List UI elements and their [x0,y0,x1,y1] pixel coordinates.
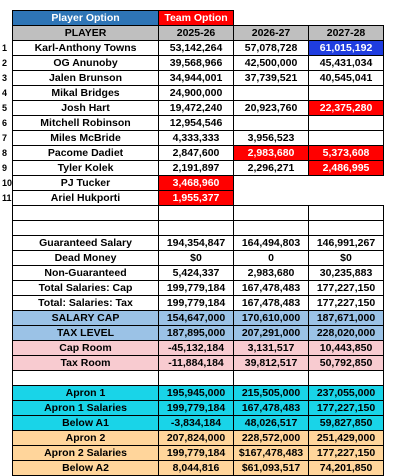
player-name[interactable]: Tyler Kolek [13,161,159,176]
summary-cell[interactable]: 154,647,000 [159,311,234,326]
summary-cell[interactable]: 170,610,000 [234,311,309,326]
year2-header[interactable]: 2026-27 [234,26,309,41]
summary-cell[interactable]: 199,779,184 [159,281,234,296]
row-index: 7 [2,132,8,143]
player-name[interactable]: Mikal Bridges [13,86,159,101]
apron-cell[interactable]: 251,429,000 [309,431,384,446]
apron-row [1,431,384,446]
summary-cell[interactable]: 50,792,850 [309,356,384,371]
summary-cell[interactable]: 167,478,483 [234,296,309,311]
apron-cell[interactable]: 195,945,000 [159,386,234,401]
salary-cell[interactable]: 19,472,240 [159,101,234,116]
summary-cell[interactable]: 39,812,517 [234,356,309,371]
apron-label[interactable]: Apron 2 Salaries [13,446,159,461]
summary-cell[interactable]: 167,478,483 [234,281,309,296]
apron-label[interactable]: Apron 1 Salaries [13,401,159,416]
summary-cell[interactable]: 164,494,803 [234,236,309,251]
apron-row [1,461,384,476]
salary-cell[interactable]: 37,739,521 [234,71,309,86]
salary-cell[interactable]: 39,568,966 [159,56,234,71]
salary-cell[interactable]: 2,191,897 [159,161,234,176]
summary-label[interactable]: Non-Guaranteed [13,266,159,281]
salary-cell[interactable]: 57,078,728 [234,41,309,56]
salary-cell[interactable]: 45,431,034 [309,56,384,71]
header-row [1,26,384,41]
apron-cell[interactable]: 237,055,000 [309,386,384,401]
table-row [1,191,384,206]
summary-cell[interactable]: $0 [309,251,384,266]
apron-cell[interactable]: 228,572,000 [234,431,309,446]
summary-label[interactable]: SALARY CAP [13,311,159,326]
row-index: 6 [2,117,8,128]
table-row [1,176,384,191]
row-index: 9 [2,162,8,173]
salary-cell[interactable] [309,116,384,131]
apron-cell[interactable]: 199,779,184 [159,446,234,461]
salary-cell[interactable]: 2,847,600 [159,146,234,161]
salary-cell[interactable] [234,116,309,131]
table-row [1,161,384,176]
empty-row [1,221,384,236]
salary-cell-team-option[interactable]: 1,955,377 [159,191,234,206]
apron-cell[interactable]: 177,227,150 [309,446,384,461]
salary-cell-team-option[interactable]: 5,373,608 [309,146,384,161]
apron-cell[interactable]: 74,201,850 [309,461,384,476]
player-name[interactable]: Jalen Brunson [13,71,159,86]
row-index: 10 [2,177,13,188]
salary-cell[interactable]: 4,333,333 [159,131,234,146]
summary-label[interactable]: Total: Salaries: Tax [13,296,159,311]
summary-row [1,341,384,356]
salary-cell[interactable]: 42,500,000 [234,56,309,71]
apron-cell[interactable]: $61,093,517 [234,461,309,476]
player-name[interactable]: Ariel Hukporti [13,191,159,206]
apron-cell[interactable]: 48,026,517 [234,416,309,431]
apron-cell[interactable]: 177,227,150 [309,401,384,416]
year1-header[interactable]: 2025-26 [159,26,234,41]
row-index: 3 [2,72,8,83]
summary-label[interactable]: TAX LEVEL [13,326,159,341]
table-row [1,101,384,116]
team-option-legend[interactable]: Team Option [159,11,234,26]
apron-cell[interactable]: 59,827,850 [309,416,384,431]
apron-cell[interactable]: -3,834,184 [159,416,234,431]
summary-row [1,236,384,251]
table-row [1,86,384,101]
apron-row [1,386,384,401]
apron-label[interactable]: Below A2 [13,461,159,476]
summary-label[interactable]: Cap Room [13,341,159,356]
empty-row [1,371,384,386]
apron-label[interactable]: Below A1 [13,416,159,431]
legend-row [1,11,384,26]
summary-cell[interactable]: 177,227,150 [309,296,384,311]
apron-row [1,416,384,431]
apron-row [1,401,384,416]
player-option-legend[interactable]: Player Option [13,11,159,26]
summary-cell[interactable]: 5,424,337 [159,266,234,281]
player-name[interactable]: Josh Hart [13,101,159,116]
table-row [1,116,384,131]
summary-cell[interactable]: -45,132,184 [159,341,234,356]
summary-cell[interactable]: 228,020,000 [309,326,384,341]
summary-cell[interactable]: 2,983,680 [234,266,309,281]
player-name[interactable]: OG Anunoby [13,56,159,71]
summary-cell[interactable]: 199,779,184 [159,296,234,311]
summary-cell[interactable]: -11,884,184 [159,356,234,371]
table-row [1,146,384,161]
year3-header[interactable]: 2027-28 [309,26,384,41]
row-index: 1 [2,42,8,53]
player-name[interactable]: Karl-Anthony Towns [13,41,159,56]
apron-cell[interactable]: 8,044,816 [159,461,234,476]
summary-cell[interactable]: 10,443,850 [309,341,384,356]
apron-cell[interactable]: 207,824,000 [159,431,234,446]
row-index: 4 [2,87,8,98]
apron-cell[interactable]: 167,478,483 [234,401,309,416]
player-name[interactable]: Mitchell Robinson [13,116,159,131]
summary-cell[interactable]: 207,291,000 [234,326,309,341]
salary-cell[interactable]: 3,956,523 [234,131,309,146]
table-row [1,41,384,56]
salary-cell[interactable]: 20,923,760 [234,101,309,116]
summary-cell[interactable]: 177,227,150 [309,281,384,296]
apron-row [1,446,384,461]
salary-cell[interactable] [234,86,309,101]
salary-cell[interactable]: 2,296,271 [234,161,309,176]
table-row [1,56,384,71]
salary-cell[interactable]: 34,944,001 [159,71,234,86]
summary-row [1,251,384,266]
apron-cell[interactable]: $167,478,483 [234,446,309,461]
salary-cell[interactable]: 12,954,546 [159,116,234,131]
summary-label[interactable]: Tax Room [13,356,159,371]
summary-row [1,356,384,371]
summary-cell[interactable]: 187,671,000 [309,311,384,326]
row-index: 2 [2,57,8,68]
summary-cell[interactable]: 0 [234,251,309,266]
summary-row [1,296,384,311]
player-header[interactable]: PLAYER [13,26,159,41]
row-index: 8 [2,147,8,158]
apron-label[interactable]: Apron 1 [13,386,159,401]
summary-cell[interactable]: $0 [159,251,234,266]
summary-label[interactable]: Dead Money [13,251,159,266]
salary-cell[interactable]: 53,142,264 [159,41,234,56]
salary-table [1,10,384,476]
summary-row [1,281,384,296]
summary-cell[interactable]: 3,131,517 [234,341,309,356]
table-row [1,71,384,86]
apron-label[interactable]: Apron 2 [13,431,159,446]
salary-cell[interactable] [309,131,384,146]
apron-cell[interactable]: 215,505,000 [234,386,309,401]
salary-cell-team-option[interactable]: 2,983,680 [234,146,309,161]
player-name[interactable]: PJ Tucker [13,176,159,191]
summary-row [1,311,384,326]
salary-cell[interactable]: 40,545,041 [309,71,384,86]
empty-row [1,206,384,221]
summary-cell[interactable]: 146,991,267 [309,236,384,251]
player-name[interactable]: Miles McBride [13,131,159,146]
summary-cell[interactable]: 30,235,883 [309,266,384,281]
row-index: 5 [2,102,8,113]
summary-label[interactable]: Guaranteed Salary [13,236,159,251]
salary-cell-team-option[interactable]: 2,486,995 [309,161,384,176]
summary-cell[interactable]: 194,354,847 [159,236,234,251]
summary-cell[interactable]: 187,895,000 [159,326,234,341]
summary-label[interactable]: Total Salaries: Cap [13,281,159,296]
apron-cell[interactable]: 199,779,184 [159,401,234,416]
summary-row [1,266,384,281]
summary-row [1,326,384,341]
player-name[interactable]: Pacome Dadiet [13,146,159,161]
salary-cell[interactable]: 24,900,000 [159,86,234,101]
salary-cell[interactable] [309,86,384,101]
row-index: 11 [2,192,12,203]
salary-cell-team-option[interactable]: 3,468,960 [159,176,234,191]
table-row [1,131,384,146]
salary-cell-team-option[interactable]: 22,375,280 [309,101,384,116]
salary-cell-player-option[interactable]: 61,015,192 [309,41,384,56]
